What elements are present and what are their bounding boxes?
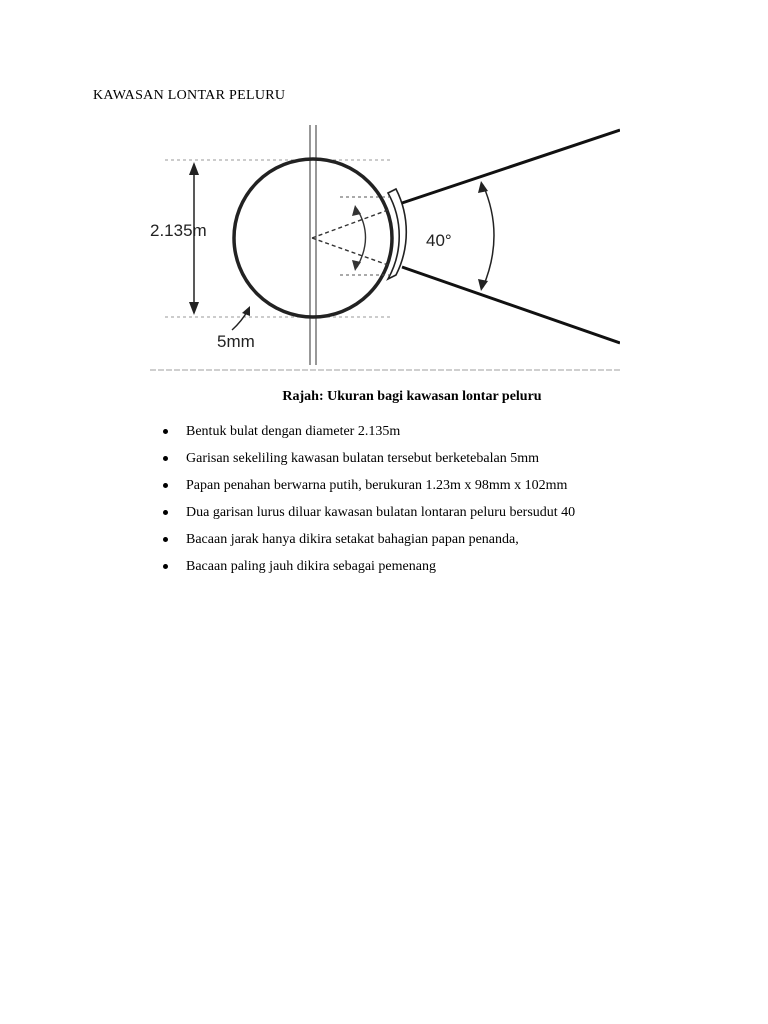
sector-line-bottom	[402, 267, 620, 343]
bullet-icon	[163, 429, 168, 434]
page-heading: KAWASAN LONTAR PELURU	[93, 88, 286, 103]
list-item-text: Garisan sekeliling kawasan bulatan tersebut berketebalan 5mm	[186, 451, 539, 466]
bullet-icon	[163, 510, 168, 515]
list-item-text: Bacaan jarak hanya dikira setakat bahagian papan penanda,	[186, 532, 519, 547]
inner-sector-line-bottom	[312, 238, 388, 265]
thickness-label: 5mm	[217, 332, 255, 351]
list-item	[160, 424, 575, 451]
list-item	[160, 451, 575, 478]
bullet-icon	[163, 564, 168, 569]
bullet-icon	[163, 537, 168, 542]
shot-put-circle-diagram	[150, 125, 620, 373]
list-item-text: Dua garisan lurus diluar kawasan bulatan lontaran peluru bersudut 40	[186, 505, 576, 520]
diameter-label: 2.135m	[150, 221, 207, 240]
list-item-text: Papan penahan berwarna putih, berukuran 1.23m x 98mm x 102mm	[186, 478, 568, 493]
list-item-text: Bacaan paling jauh dikira sebagai pemenang	[186, 559, 436, 574]
figure-caption	[0, 389, 768, 405]
list-item	[160, 478, 575, 505]
sector-line-top	[402, 130, 620, 203]
list-item	[160, 559, 575, 586]
inner-sector-line-top	[312, 210, 388, 238]
bullet-icon	[163, 483, 168, 488]
caption-text: Rajah: Ukuran bagi kawasan lontar peluru	[282, 389, 542, 404]
bullet-icon	[163, 456, 168, 461]
bullet-list	[160, 424, 575, 586]
list-item	[160, 532, 575, 559]
list-item-text: Bentuk bulat dengan diameter 2.135m	[186, 424, 401, 439]
list-item	[160, 505, 575, 532]
angle-label: 40°	[426, 231, 452, 250]
inner-angle-arc	[357, 209, 366, 267]
outer-angle-arc	[483, 185, 494, 287]
